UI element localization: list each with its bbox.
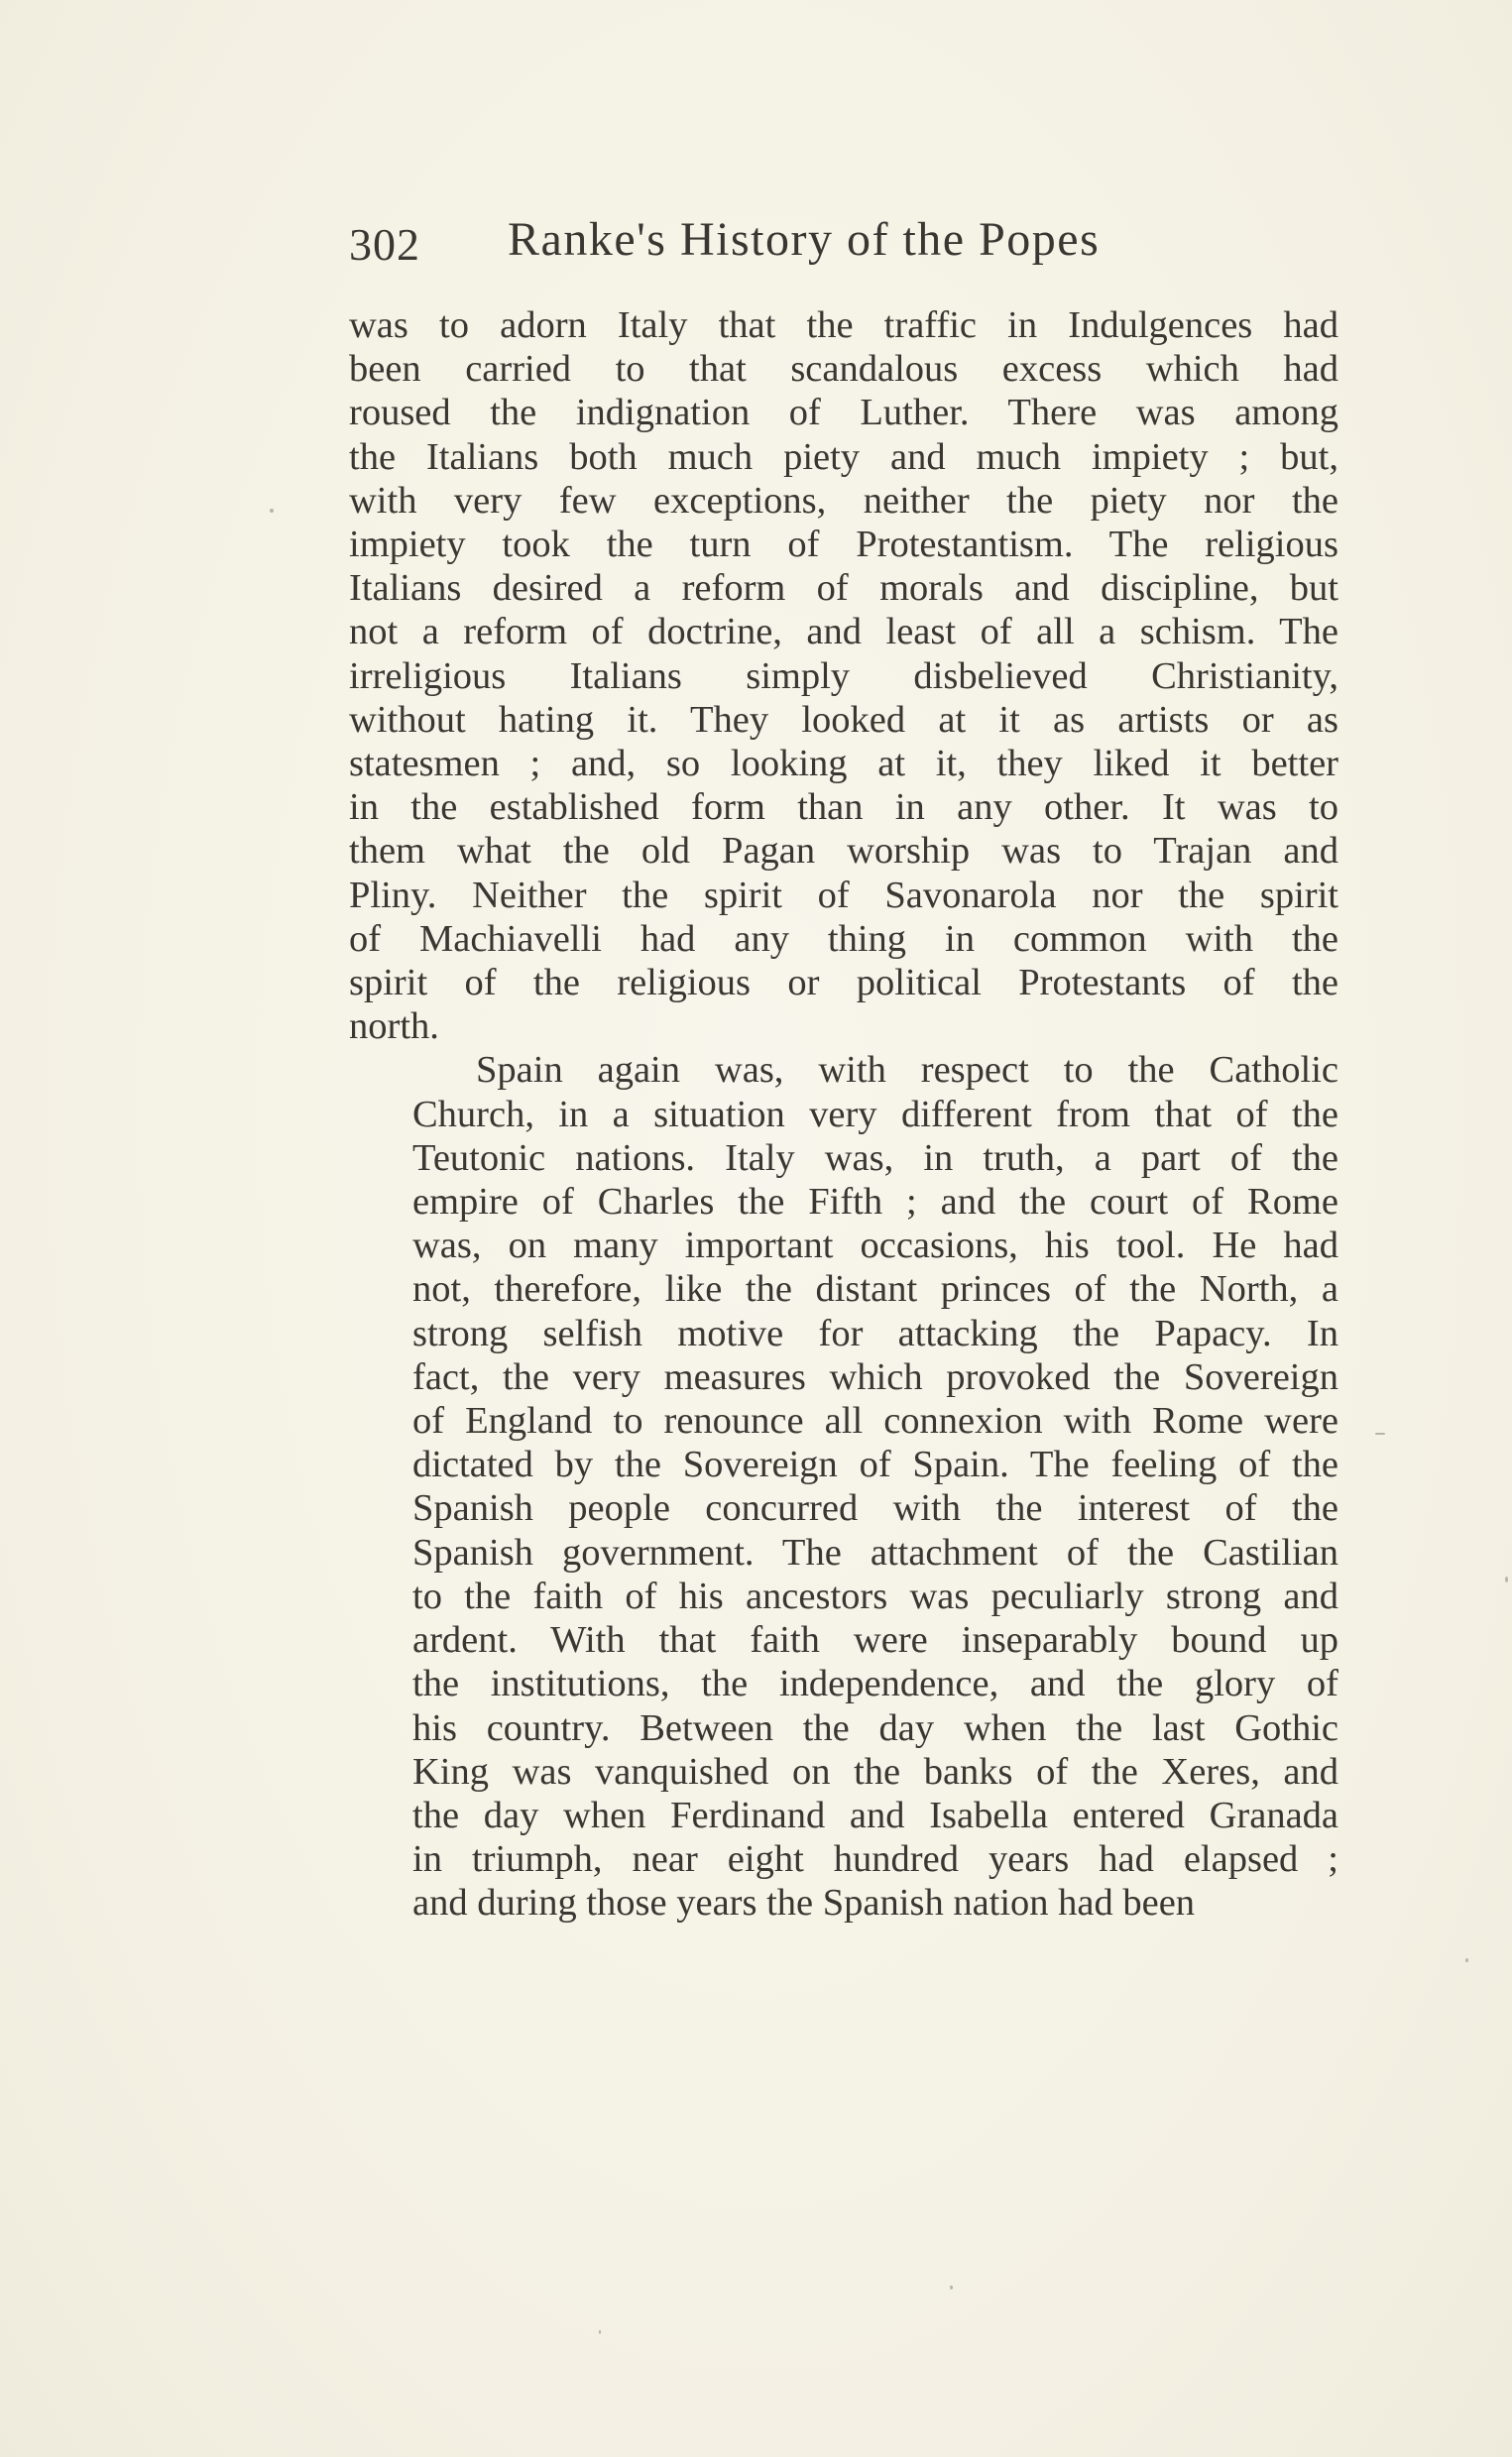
text-line: spirit of the religious or political Protestants of the [349, 962, 1338, 1004]
text-line: Italians desired a reform of morals and discipline, but [349, 567, 1338, 610]
text-line: been carried to that scandalous excess which had [349, 348, 1338, 391]
text-line: dictated by the Sovereign of Spain. The feeling of the [412, 1444, 1338, 1486]
text-line: empire of Charles the Fifth ; and the court of Rome [412, 1181, 1338, 1224]
text-line: was to adorn Italy that the traffic in Indulgences had [349, 304, 1338, 346]
text-line: Spain again was, with respect to the Catholic [476, 1049, 1338, 1092]
text-line: King was vanquished on the banks of the Xeres, and [412, 1750, 1338, 1793]
text-line: irreligious Italians simply disbelieved Christianity, [349, 654, 1338, 697]
text-line: with very few exceptions, neither the piety nor the [349, 479, 1338, 522]
paper-speck [950, 2285, 953, 2289]
text-line: ardent. With that faith were inseparably bound up [412, 1619, 1338, 1662]
page-number: 302 [349, 219, 420, 270]
paper-speck [1505, 1577, 1508, 1582]
running-title: Ranke's History of the Popes [508, 213, 1101, 266]
paper-speck [1375, 1433, 1385, 1435]
text-line: Church, in a situation very different from that of the [412, 1093, 1338, 1135]
text-line: strong selfish motive for attacking the Papacy. In [412, 1312, 1338, 1354]
text-line: north. [349, 1005, 439, 1048]
text-line: Teutonic nations. Italy was, in truth, a part of the [412, 1136, 1338, 1179]
text-line: his country. Between the day when the last Gothic [412, 1706, 1338, 1749]
text-line: without hating it. They looked at it as artists or as [349, 698, 1338, 741]
paragraph [349, 1048, 1338, 1925]
body-text [349, 303, 1338, 1926]
text-line: of England to renounce all connexion with Rome were [412, 1400, 1338, 1443]
text-line: them what the old Pagan worship was to Trajan and [349, 830, 1338, 873]
text-line: of Machiavelli had any thing in common with the [349, 917, 1338, 960]
text-line: the day when Ferdinand and Isabella entered Granada [412, 1794, 1338, 1836]
text-line: not a reform of doctrine, and least of all a schism. The [349, 611, 1338, 653]
paper-speck [1465, 1958, 1468, 1962]
text-line: was, on many important occasions, his tool. He had [412, 1225, 1338, 1267]
text-line: the institutions, the independence, and the glory of [412, 1663, 1338, 1705]
text-line: Spanish people concurred with the interest of the [412, 1487, 1338, 1530]
paragraph [349, 303, 1338, 1048]
text-line: statesmen ; and, so looking at it, they liked it better [349, 743, 1338, 785]
text-line: Pliny. Neither the spirit of Savonarola nor the spirit [349, 874, 1338, 916]
text-line: to the faith of his ancestors was peculiarly strong and [412, 1575, 1338, 1617]
text-line: in the established form than in any other. It was to [349, 786, 1338, 829]
text-line: Spanish government. The attachment of the Castilian [412, 1531, 1338, 1574]
text-line: roused the indignation of Luther. There was among [349, 392, 1338, 434]
text-line: fact, the very measures which provoked the Sovereign [412, 1355, 1338, 1398]
page-header [349, 212, 1180, 272]
paper-speck [599, 2330, 601, 2334]
text-line: the Italians both much piety and much impiety ; but, [349, 435, 1338, 478]
text-line: not, therefore, like the distant princes of the North, a [412, 1268, 1338, 1311]
text-line: and during those years the Spanish nation had been [412, 1882, 1196, 1925]
paper-speck [270, 509, 274, 513]
text-line: in triumph, near eight hundred years had elapsed ; [412, 1838, 1338, 1881]
text-line: impiety took the turn of Protestantism. The religious [349, 524, 1338, 566]
